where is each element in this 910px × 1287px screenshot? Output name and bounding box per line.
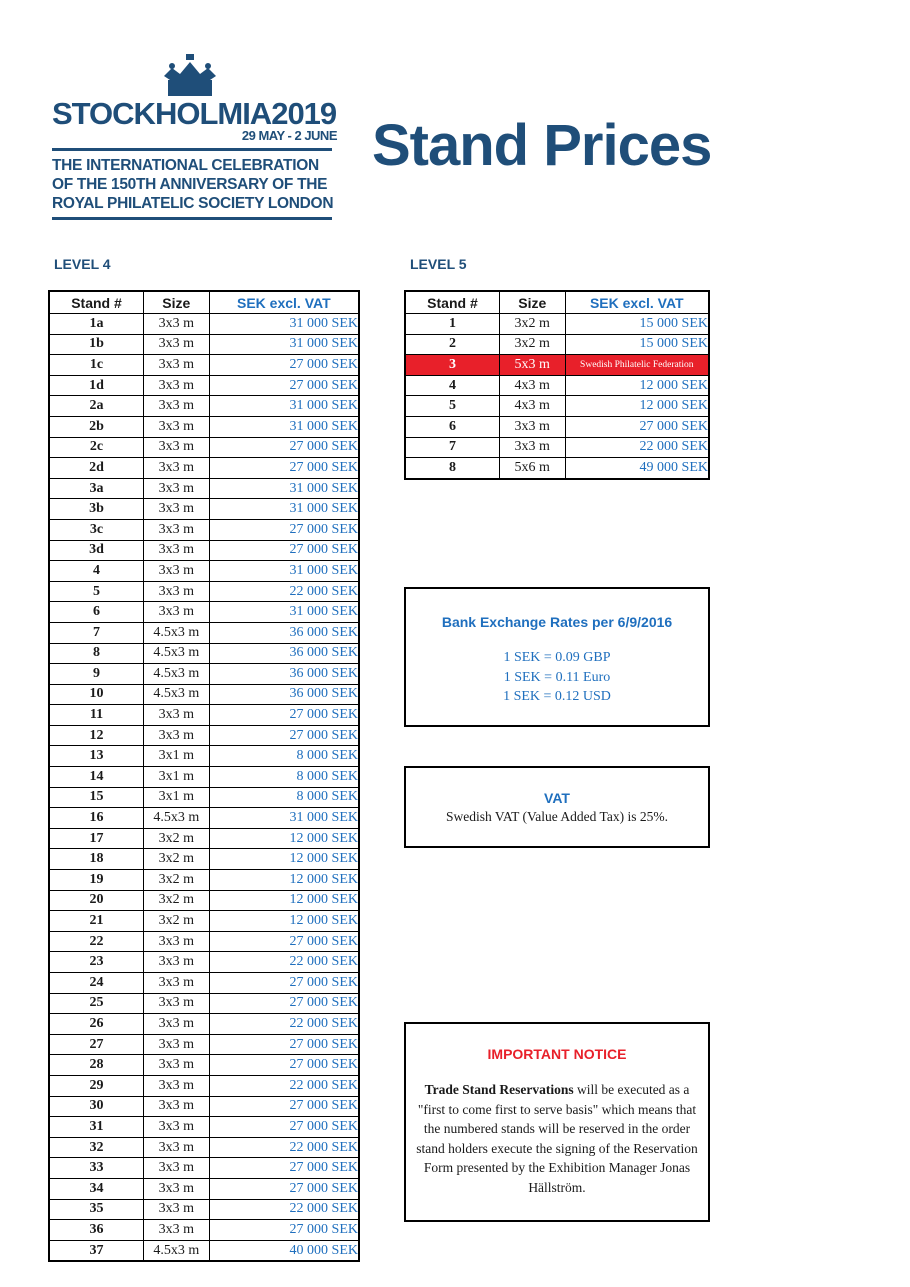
size-cell: 5x3 m: [499, 355, 565, 376]
size-cell: 4.5x3 m: [143, 1240, 209, 1261]
price-cell: 12 000 SEK: [209, 828, 359, 849]
stand-cell: 3a: [49, 478, 143, 499]
size-cell: 3x3 m: [143, 1158, 209, 1179]
stand-cell: 17: [49, 828, 143, 849]
stand-cell: 8: [49, 643, 143, 664]
price-cell: 27 000 SEK: [209, 519, 359, 540]
price-cell: 40 000 SEK: [209, 1240, 359, 1261]
table-row: [49, 540, 359, 561]
size-cell: 4x3 m: [499, 375, 565, 396]
stand-cell: 16: [49, 808, 143, 829]
price-cell: 27 000 SEK: [565, 416, 709, 437]
stand-cell: 10: [49, 684, 143, 705]
size-cell: 3x3 m: [143, 581, 209, 602]
stand-header: Stand #: [49, 291, 143, 314]
table-row: [49, 849, 359, 870]
table-row: [49, 622, 359, 643]
logo-tagline: [52, 156, 337, 213]
table-row: [405, 355, 709, 376]
price-cell: 22 000 SEK: [209, 581, 359, 602]
table-row: [405, 437, 709, 458]
stand-cell: 1a: [49, 314, 143, 335]
size-cell: 3x3 m: [143, 499, 209, 520]
stand-cell: 3d: [49, 540, 143, 561]
stand-cell: 34: [49, 1178, 143, 1199]
size-cell: 3x3 m: [143, 1075, 209, 1096]
stand-cell: 13: [49, 746, 143, 767]
page-title: Stand Prices: [372, 113, 712, 178]
size-cell: 4x3 m: [499, 396, 565, 417]
stand-cell: 7: [405, 437, 499, 458]
table-row: [49, 334, 359, 355]
stand-cell: 30: [49, 1096, 143, 1117]
table-row: [49, 437, 359, 458]
stand-cell: 36: [49, 1220, 143, 1241]
price-cell: 22 000 SEK: [565, 437, 709, 458]
size-cell: 3x2 m: [143, 828, 209, 849]
stand-cell: 2b: [49, 416, 143, 437]
stand-cell: 8: [405, 458, 499, 479]
table-row: [49, 684, 359, 705]
stand-cell: 3: [405, 355, 499, 376]
table-row: [49, 375, 359, 396]
table-row: [49, 1220, 359, 1241]
stand-cell: 15: [49, 787, 143, 808]
size-cell: 3x3 m: [143, 458, 209, 479]
price-cell: 15 000 SEK: [565, 334, 709, 355]
table-row: [49, 581, 359, 602]
rate-line: 1 SEK = 0.11 Euro: [503, 669, 611, 685]
table-row: [405, 375, 709, 396]
price-cell: 31 000 SEK: [209, 602, 359, 623]
stand-cell: 33: [49, 1158, 143, 1179]
stand-cell: 31: [49, 1117, 143, 1138]
price-cell: 36 000 SEK: [209, 684, 359, 705]
stand-cell: 1: [405, 314, 499, 335]
stand-cell: 32: [49, 1137, 143, 1158]
stand-cell: 2: [405, 334, 499, 355]
size-cell: 3x2 m: [143, 849, 209, 870]
stand-cell: 6: [405, 416, 499, 437]
price-cell: 8 000 SEK: [209, 746, 359, 767]
stand-cell: 5: [405, 396, 499, 417]
size-cell: 3x3 m: [143, 1055, 209, 1076]
size-cell: 3x3 m: [143, 1220, 209, 1241]
table-row: [49, 416, 359, 437]
price-cell: 31 000 SEK: [209, 478, 359, 499]
table-row: [49, 1034, 359, 1055]
table-row: [49, 890, 359, 911]
stand-cell: 7: [49, 622, 143, 643]
stand-cell: 14: [49, 767, 143, 788]
notice-title: IMPORTANT NOTICE: [487, 1046, 627, 1062]
price-cell: Swedish Philatelic Federation: [565, 355, 709, 376]
stand-cell: 12: [49, 725, 143, 746]
price-cell: 36 000 SEK: [209, 643, 359, 664]
size-header: Size: [143, 291, 209, 314]
stand-cell: 3b: [49, 499, 143, 520]
price-cell: 36 000 SEK: [209, 622, 359, 643]
table-row: [405, 334, 709, 355]
size-cell: 3x3 m: [143, 1178, 209, 1199]
table-row: [49, 911, 359, 932]
size-cell: 3x3 m: [143, 334, 209, 355]
price-cell: 12 000 SEK: [565, 396, 709, 417]
price-cell: 27 000 SEK: [209, 1178, 359, 1199]
stand-cell: 29: [49, 1075, 143, 1096]
rate-line: 1 SEK = 0.09 GBP: [503, 650, 611, 665]
table-row: [49, 478, 359, 499]
size-cell: 3x3 m: [143, 314, 209, 335]
size-cell: 3x2 m: [499, 314, 565, 335]
table-row: [49, 1096, 359, 1117]
price-cell: 27 000 SEK: [209, 705, 359, 726]
table-row: [49, 664, 359, 685]
stand-cell: 2c: [49, 437, 143, 458]
price-cell: 22 000 SEK: [209, 1075, 359, 1096]
price-cell: 27 000 SEK: [209, 973, 359, 994]
size-cell: 4.5x3 m: [143, 622, 209, 643]
size-cell: 4.5x3 m: [143, 664, 209, 685]
stand-cell: 27: [49, 1034, 143, 1055]
size-cell: 3x2 m: [499, 334, 565, 355]
size-cell: 4.5x3 m: [143, 808, 209, 829]
price-cell: 8 000 SEK: [209, 767, 359, 788]
table-header-row: [49, 291, 359, 314]
price-header: SEK excl. VAT: [209, 291, 359, 314]
price-cell: 27 000 SEK: [209, 437, 359, 458]
table-row: [405, 396, 709, 417]
price-cell: 31 000 SEK: [209, 499, 359, 520]
size-cell: 3x1 m: [143, 787, 209, 808]
level5-price-table: [404, 290, 710, 480]
rates-list: [406, 648, 708, 707]
size-cell: 4.5x3 m: [143, 643, 209, 664]
table-row: [405, 458, 709, 479]
table-row: [49, 828, 359, 849]
size-cell: 3x2 m: [143, 911, 209, 932]
size-cell: 3x3 m: [143, 561, 209, 582]
size-cell: 3x3 m: [143, 540, 209, 561]
size-cell: 3x3 m: [143, 355, 209, 376]
table-row: [49, 643, 359, 664]
stand-cell: 22: [49, 931, 143, 952]
table-row: [49, 355, 359, 376]
size-cell: 3x3 m: [143, 993, 209, 1014]
size-cell: 3x3 m: [143, 1034, 209, 1055]
crown-icon: [160, 54, 220, 98]
tagline-line: OF THE 150TH ANNIVERSARY OF THE: [52, 176, 328, 193]
notice-text: [414, 1080, 700, 1197]
table-header-row: [405, 291, 709, 314]
price-cell: 12 000 SEK: [209, 890, 359, 911]
stand-cell: 18: [49, 849, 143, 870]
logo-divider: [52, 217, 332, 220]
price-cell: 27 000 SEK: [209, 355, 359, 376]
vat-text: Swedish VAT (Value Added Tax) is 25%.: [446, 809, 668, 824]
price-cell: 31 000 SEK: [209, 416, 359, 437]
size-cell: 3x3 m: [143, 973, 209, 994]
size-header: Size: [499, 291, 565, 314]
level5-label: LEVEL 5: [410, 256, 467, 272]
table-row: [405, 314, 709, 335]
size-cell: 3x3 m: [143, 602, 209, 623]
vat-box: [404, 766, 710, 848]
size-cell: 3x1 m: [143, 746, 209, 767]
price-cell: 27 000 SEK: [209, 458, 359, 479]
price-cell: 27 000 SEK: [209, 540, 359, 561]
table-row: [49, 787, 359, 808]
stand-cell: 11: [49, 705, 143, 726]
stand-cell: 2d: [49, 458, 143, 479]
stand-cell: 4: [49, 561, 143, 582]
table-row: [49, 1178, 359, 1199]
level4-rows: [49, 314, 359, 1262]
size-cell: 5x6 m: [499, 458, 565, 479]
price-cell: 36 000 SEK: [209, 664, 359, 685]
table-row: [49, 1137, 359, 1158]
event-dates: 29 MAY - 2 JUNE: [241, 128, 337, 143]
price-cell: 31 000 SEK: [209, 396, 359, 417]
price-cell: 27 000 SEK: [209, 1034, 359, 1055]
table-row: [49, 396, 359, 417]
table-row: [49, 1240, 359, 1261]
vat-title: VAT: [544, 790, 570, 806]
table-row: [49, 1014, 359, 1035]
table-row: [405, 416, 709, 437]
table-row: [49, 808, 359, 829]
size-cell: 3x3 m: [143, 1137, 209, 1158]
table-row: [49, 767, 359, 788]
notice-bold-lead: Trade Stand Reservations: [424, 1082, 574, 1097]
stand-cell: 20: [49, 890, 143, 911]
table-row: [49, 993, 359, 1014]
stand-cell: 25: [49, 993, 143, 1014]
price-cell: 31 000 SEK: [209, 314, 359, 335]
notice-body: will be executed as a "first to come first to serve basis" which means that the numbered stands will be reserved in the order stand holders execute the signing of the Reservation Form presented by the Exhibition Manager Jonas Hällström.: [416, 1082, 698, 1195]
rates-title: Bank Exchange Rates per 6/9/2016: [441, 614, 673, 630]
price-cell: 8 000 SEK: [209, 787, 359, 808]
size-cell: 3x3 m: [499, 416, 565, 437]
table-row: [49, 1075, 359, 1096]
table-row: [49, 931, 359, 952]
level4-price-table: [48, 290, 360, 1262]
price-cell: 12 000 SEK: [209, 911, 359, 932]
stand-cell: 1b: [49, 334, 143, 355]
price-cell: 12 000 SEK: [565, 375, 709, 396]
stand-cell: 21: [49, 911, 143, 932]
stand-cell: 23: [49, 952, 143, 973]
table-row: [49, 1055, 359, 1076]
price-cell: 12 000 SEK: [209, 849, 359, 870]
size-cell: 3x3 m: [143, 931, 209, 952]
table-row: [49, 870, 359, 891]
price-cell: 27 000 SEK: [209, 1158, 359, 1179]
price-cell: 27 000 SEK: [209, 931, 359, 952]
event-logo: [52, 54, 337, 220]
size-cell: 3x3 m: [143, 396, 209, 417]
size-cell: 3x3 m: [143, 1096, 209, 1117]
size-cell: 3x3 m: [143, 1014, 209, 1035]
size-cell: 4.5x3 m: [143, 684, 209, 705]
stand-cell: 9: [49, 664, 143, 685]
stand-cell: 2a: [49, 396, 143, 417]
price-header: SEK excl. VAT: [565, 291, 709, 314]
rate-line: 1 SEK = 0.12 USD: [503, 689, 611, 704]
price-cell: 22 000 SEK: [209, 1137, 359, 1158]
size-cell: 3x3 m: [143, 1117, 209, 1138]
price-cell: 22 000 SEK: [209, 1199, 359, 1220]
stand-cell: 37: [49, 1240, 143, 1261]
important-notice-box: [404, 1022, 710, 1222]
level4-label: LEVEL 4: [54, 256, 111, 272]
price-cell: 49 000 SEK: [565, 458, 709, 479]
size-cell: 3x3 m: [143, 519, 209, 540]
stand-cell: 35: [49, 1199, 143, 1220]
price-cell: 27 000 SEK: [209, 1055, 359, 1076]
price-cell: 27 000 SEK: [209, 1220, 359, 1241]
price-cell: 31 000 SEK: [209, 561, 359, 582]
table-row: [49, 952, 359, 973]
price-cell: 22 000 SEK: [209, 952, 359, 973]
size-cell: 3x1 m: [143, 767, 209, 788]
price-cell: 27 000 SEK: [209, 375, 359, 396]
level5-rows: [405, 314, 709, 479]
size-cell: 3x3 m: [143, 437, 209, 458]
price-cell: 27 000 SEK: [209, 993, 359, 1014]
size-cell: 3x3 m: [143, 705, 209, 726]
price-cell: 15 000 SEK: [565, 314, 709, 335]
stand-cell: 19: [49, 870, 143, 891]
tagline-line: ROYAL PHILATELIC SOCIETY LONDON: [52, 195, 334, 212]
stand-cell: 6: [49, 602, 143, 623]
size-cell: 3x3 m: [143, 416, 209, 437]
price-cell: 12 000 SEK: [209, 870, 359, 891]
table-row: [49, 705, 359, 726]
price-cell: 31 000 SEK: [209, 334, 359, 355]
stand-cell: 1c: [49, 355, 143, 376]
brand-name: STOCKHOLMIA2019: [52, 96, 337, 131]
table-row: [49, 746, 359, 767]
size-cell: 3x3 m: [143, 952, 209, 973]
stand-cell: 24: [49, 973, 143, 994]
table-row: [49, 1158, 359, 1179]
stand-cell: 28: [49, 1055, 143, 1076]
price-cell: 27 000 SEK: [209, 1096, 359, 1117]
size-cell: 3x3 m: [143, 478, 209, 499]
size-cell: 3x3 m: [499, 437, 565, 458]
table-row: [49, 561, 359, 582]
table-row: [49, 1117, 359, 1138]
size-cell: 3x2 m: [143, 870, 209, 891]
size-cell: 3x2 m: [143, 890, 209, 911]
table-row: [49, 519, 359, 540]
price-cell: 27 000 SEK: [209, 1117, 359, 1138]
table-row: [49, 458, 359, 479]
price-cell: 22 000 SEK: [209, 1014, 359, 1035]
stand-cell: 3c: [49, 519, 143, 540]
size-cell: 3x3 m: [143, 1199, 209, 1220]
stand-cell: 1d: [49, 375, 143, 396]
stand-cell: 4: [405, 375, 499, 396]
tagline-line: THE INTERNATIONAL CELEBRATION: [52, 157, 319, 174]
size-cell: 3x3 m: [143, 375, 209, 396]
table-row: [49, 314, 359, 335]
exchange-rates-box: [404, 587, 710, 727]
logo-divider: [52, 148, 332, 151]
table-row: [49, 973, 359, 994]
stand-cell: 26: [49, 1014, 143, 1035]
table-row: [49, 499, 359, 520]
table-row: [49, 602, 359, 623]
stand-cell: 5: [49, 581, 143, 602]
price-cell: 31 000 SEK: [209, 808, 359, 829]
size-cell: 3x3 m: [143, 725, 209, 746]
stand-header: Stand #: [405, 291, 499, 314]
price-cell: 27 000 SEK: [209, 725, 359, 746]
table-row: [49, 725, 359, 746]
table-row: [49, 1199, 359, 1220]
